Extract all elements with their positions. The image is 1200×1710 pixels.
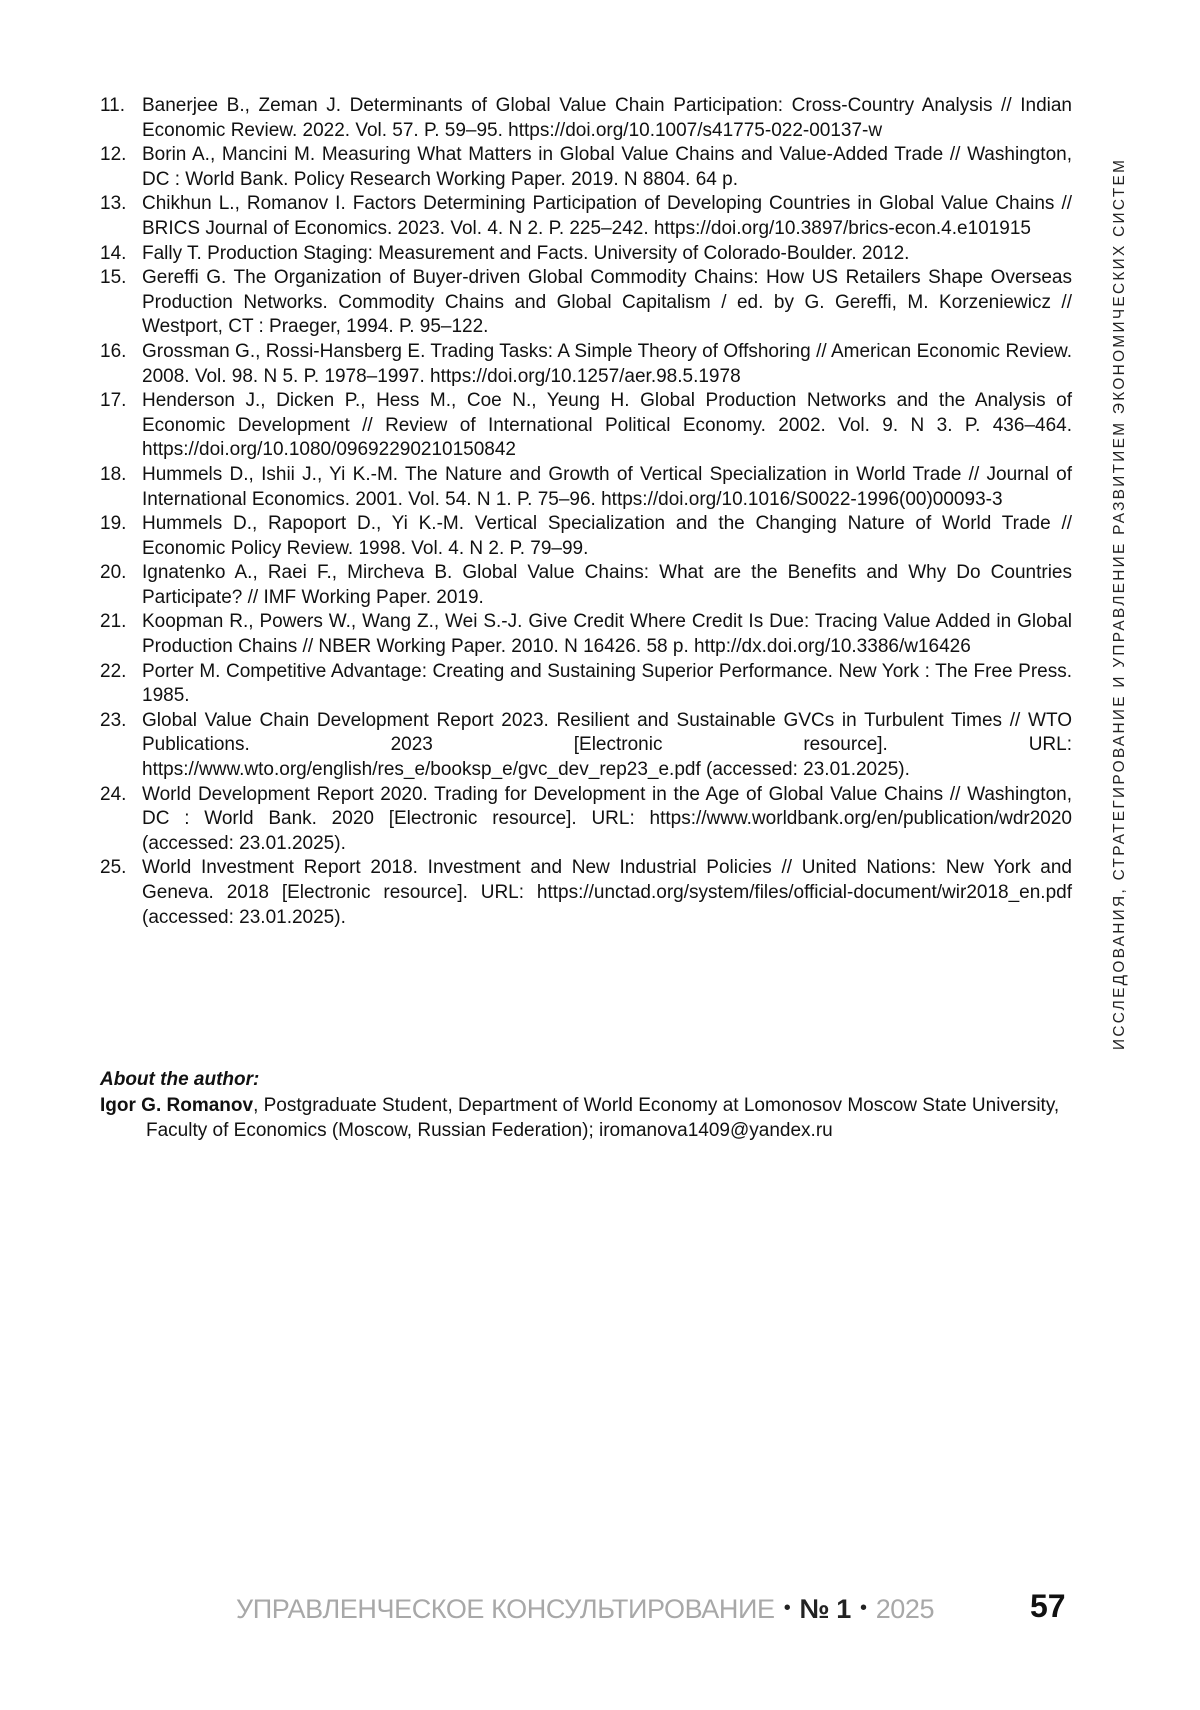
reference-number: 15. (100, 266, 126, 291)
page-number: 57 (1030, 1588, 1066, 1625)
reference-item (100, 783, 1072, 857)
footer-separator: • (858, 1597, 869, 1619)
reference-item (100, 660, 1072, 709)
reference-item (100, 266, 1072, 340)
author-name: Igor G. Romanov (100, 1095, 253, 1116)
reference-item (100, 610, 1072, 659)
reference-number: 20. (100, 561, 126, 586)
section-side-title: ИССЛЕДОВАНИЯ, СТРАТЕГИРОВАНИЕ И УПРАВЛЕНИЕ РАЗВИТИЕМ ЭКОНОМИЧЕСКИХ СИСТЕМ (1108, 98, 1132, 1110)
reference-text: Chikhun L., Romanov I. Factors Determining Participation of Developing Countries in Global Value Chains // BRICS Journal of Economics. 2023. Vol. 4. N 2. P. 225–242. https://doi.org/10.3897/brics-econ.4.e101915 (142, 193, 1072, 239)
author-info (100, 1093, 1118, 1143)
issue-number: № 1 (799, 1594, 850, 1624)
reference-text: Ignatenko A., Raei F., Mircheva B. Global Value Chains: What are the Benefits and Why Do Countries Participate? // IMF Working Paper. 2019. (142, 562, 1072, 608)
reference-number: 21. (100, 610, 126, 635)
reference-item (100, 340, 1072, 389)
reference-item (100, 94, 1072, 143)
author-details: , Postgraduate Student, Department of World Economy at Lomonosov Moscow State University, Faculty of Economics (Moscow, Russian Federation); iromanova1409@yandex.ru (146, 1095, 1059, 1141)
reference-text: Grossman G., Rossi-Hansberg E. Trading Tasks: A Simple Theory of Offshoring // American Economic Review. 2008. Vol. 98. N 5. P. 1978–1997. https://doi.org/10.1257/aer.98.5.1978 (142, 341, 1072, 387)
reference-number: 12. (100, 143, 126, 168)
reference-number: 24. (100, 783, 126, 808)
reference-item (100, 709, 1072, 783)
reference-number: 18. (100, 463, 126, 488)
issue-year: 2025 (876, 1594, 934, 1624)
reference-number: 14. (100, 242, 126, 267)
reference-number: 16. (100, 340, 126, 365)
reference-item (100, 512, 1072, 561)
reference-text: Koopman R., Powers W., Wang Z., Wei S.-J. Give Credit Where Credit Is Due: Tracing Value Added in Global Production Chains // NBER Working Paper. 2010. N 16426. 58 p. http://dx.doi.org/10.3386/w16426 (142, 611, 1072, 657)
reference-text: World Investment Report 2018. Investment and New Industrial Policies // United Nations: New York and Geneva. 2018 [Electronic resource]. URL: https://unctad.org/system/files/official-document/wir2018_en.pdf (accessed: 23.01.2025). (142, 857, 1072, 927)
reference-item (100, 561, 1072, 610)
journal-title: УПРАВЛЕНЧЕСКОЕ КОНСУЛЬТИРОВАНИЕ (236, 1594, 775, 1624)
reference-item (100, 856, 1072, 930)
reference-text: Borin A., Mancini M. Measuring What Matters in Global Value Chains and Value-Added Trade // Washington, DC : World Bank. Policy Research Working Paper. 2019. N 8804. 64 p. (142, 144, 1072, 190)
reference-text: Henderson J., Dicken P., Hess M., Coe N., Yeung H. Global Production Networks and the Analysis of Economic Development // Review of International Political Economy. 2002. Vol. 9. N 3. P. 436–464. https://doi.org/10.1080/09692290210150842 (142, 390, 1072, 460)
reference-item (100, 389, 1072, 463)
reference-item (100, 242, 1072, 267)
about-author-heading: About the author: (100, 1068, 259, 1092)
reference-item (100, 463, 1072, 512)
reference-text: Gereffi G. The Organization of Buyer-driven Global Commodity Chains: How US Retailers Shape Overseas Production Networks. Commodity Chains and Global Capitalism / ed. by G. Gereffi, M. Korzeniewicz // Westport, CT : Praeger, 1994. P. 95–122. (142, 267, 1072, 337)
reference-text: Hummels D., Ishii J., Yi K.-M. The Nature and Growth of Vertical Specialization in World Trade // Journal of International Economics. 2001. Vol. 54. N 1. P. 75–96. https://doi.org/10.1016/S0022-1996(00)00093-3 (142, 464, 1072, 510)
footer-separator: • (782, 1597, 793, 1619)
reference-number: 11. (100, 94, 125, 119)
reference-number: 23. (100, 709, 126, 734)
reference-number: 19. (100, 512, 126, 537)
reference-number: 25. (100, 856, 126, 881)
reference-item (100, 192, 1072, 241)
reference-text: Banerjee B., Zeman J. Determinants of Global Value Chain Participation: Cross-Country Analysis // Indian Economic Review. 2022. Vol. 57. P. 59–95. https://doi.org/10.1007/s41775-022-00137-w (142, 95, 1072, 141)
reference-text: Global Value Chain Development Report 2023. Resilient and Sustainable GVCs in Turbulent Times // WTO Publications. 2023 [Electronic resource]. URL: https://www.wto.org/english/res_e/booksp_e/gvc_dev_rep23_e.pdf (accessed: 23.01.2025). (142, 710, 1072, 780)
reference-text: Porter M. Competitive Advantage: Creating and Sustaining Superior Performance. New York : The Free Press. 1985. (142, 661, 1072, 707)
reference-number: 17. (100, 389, 126, 414)
reference-item (100, 143, 1072, 192)
reference-list (100, 94, 1072, 930)
reference-text: Fally T. Production Staging: Measurement and Facts. University of Colorado-Boulder. 2012. (142, 243, 909, 264)
reference-text: Hummels D., Rapoport D., Yi K.-M. Vertical Specialization and the Changing Nature of World Trade // Economic Policy Review. 1998. Vol. 4. N 2. P. 79–99. (142, 513, 1072, 559)
reference-number: 13. (100, 192, 126, 217)
reference-number: 22. (100, 660, 126, 685)
reference-text: World Development Report 2020. Trading for Development in the Age of Global Value Chains // Washington, DC : World Bank. 2020 [Electronic resource]. URL: https://www.worldbank.org/en/publication/wdr2020 (accessed: 23.01.2025). (142, 784, 1072, 854)
journal-footer (236, 1594, 934, 1625)
